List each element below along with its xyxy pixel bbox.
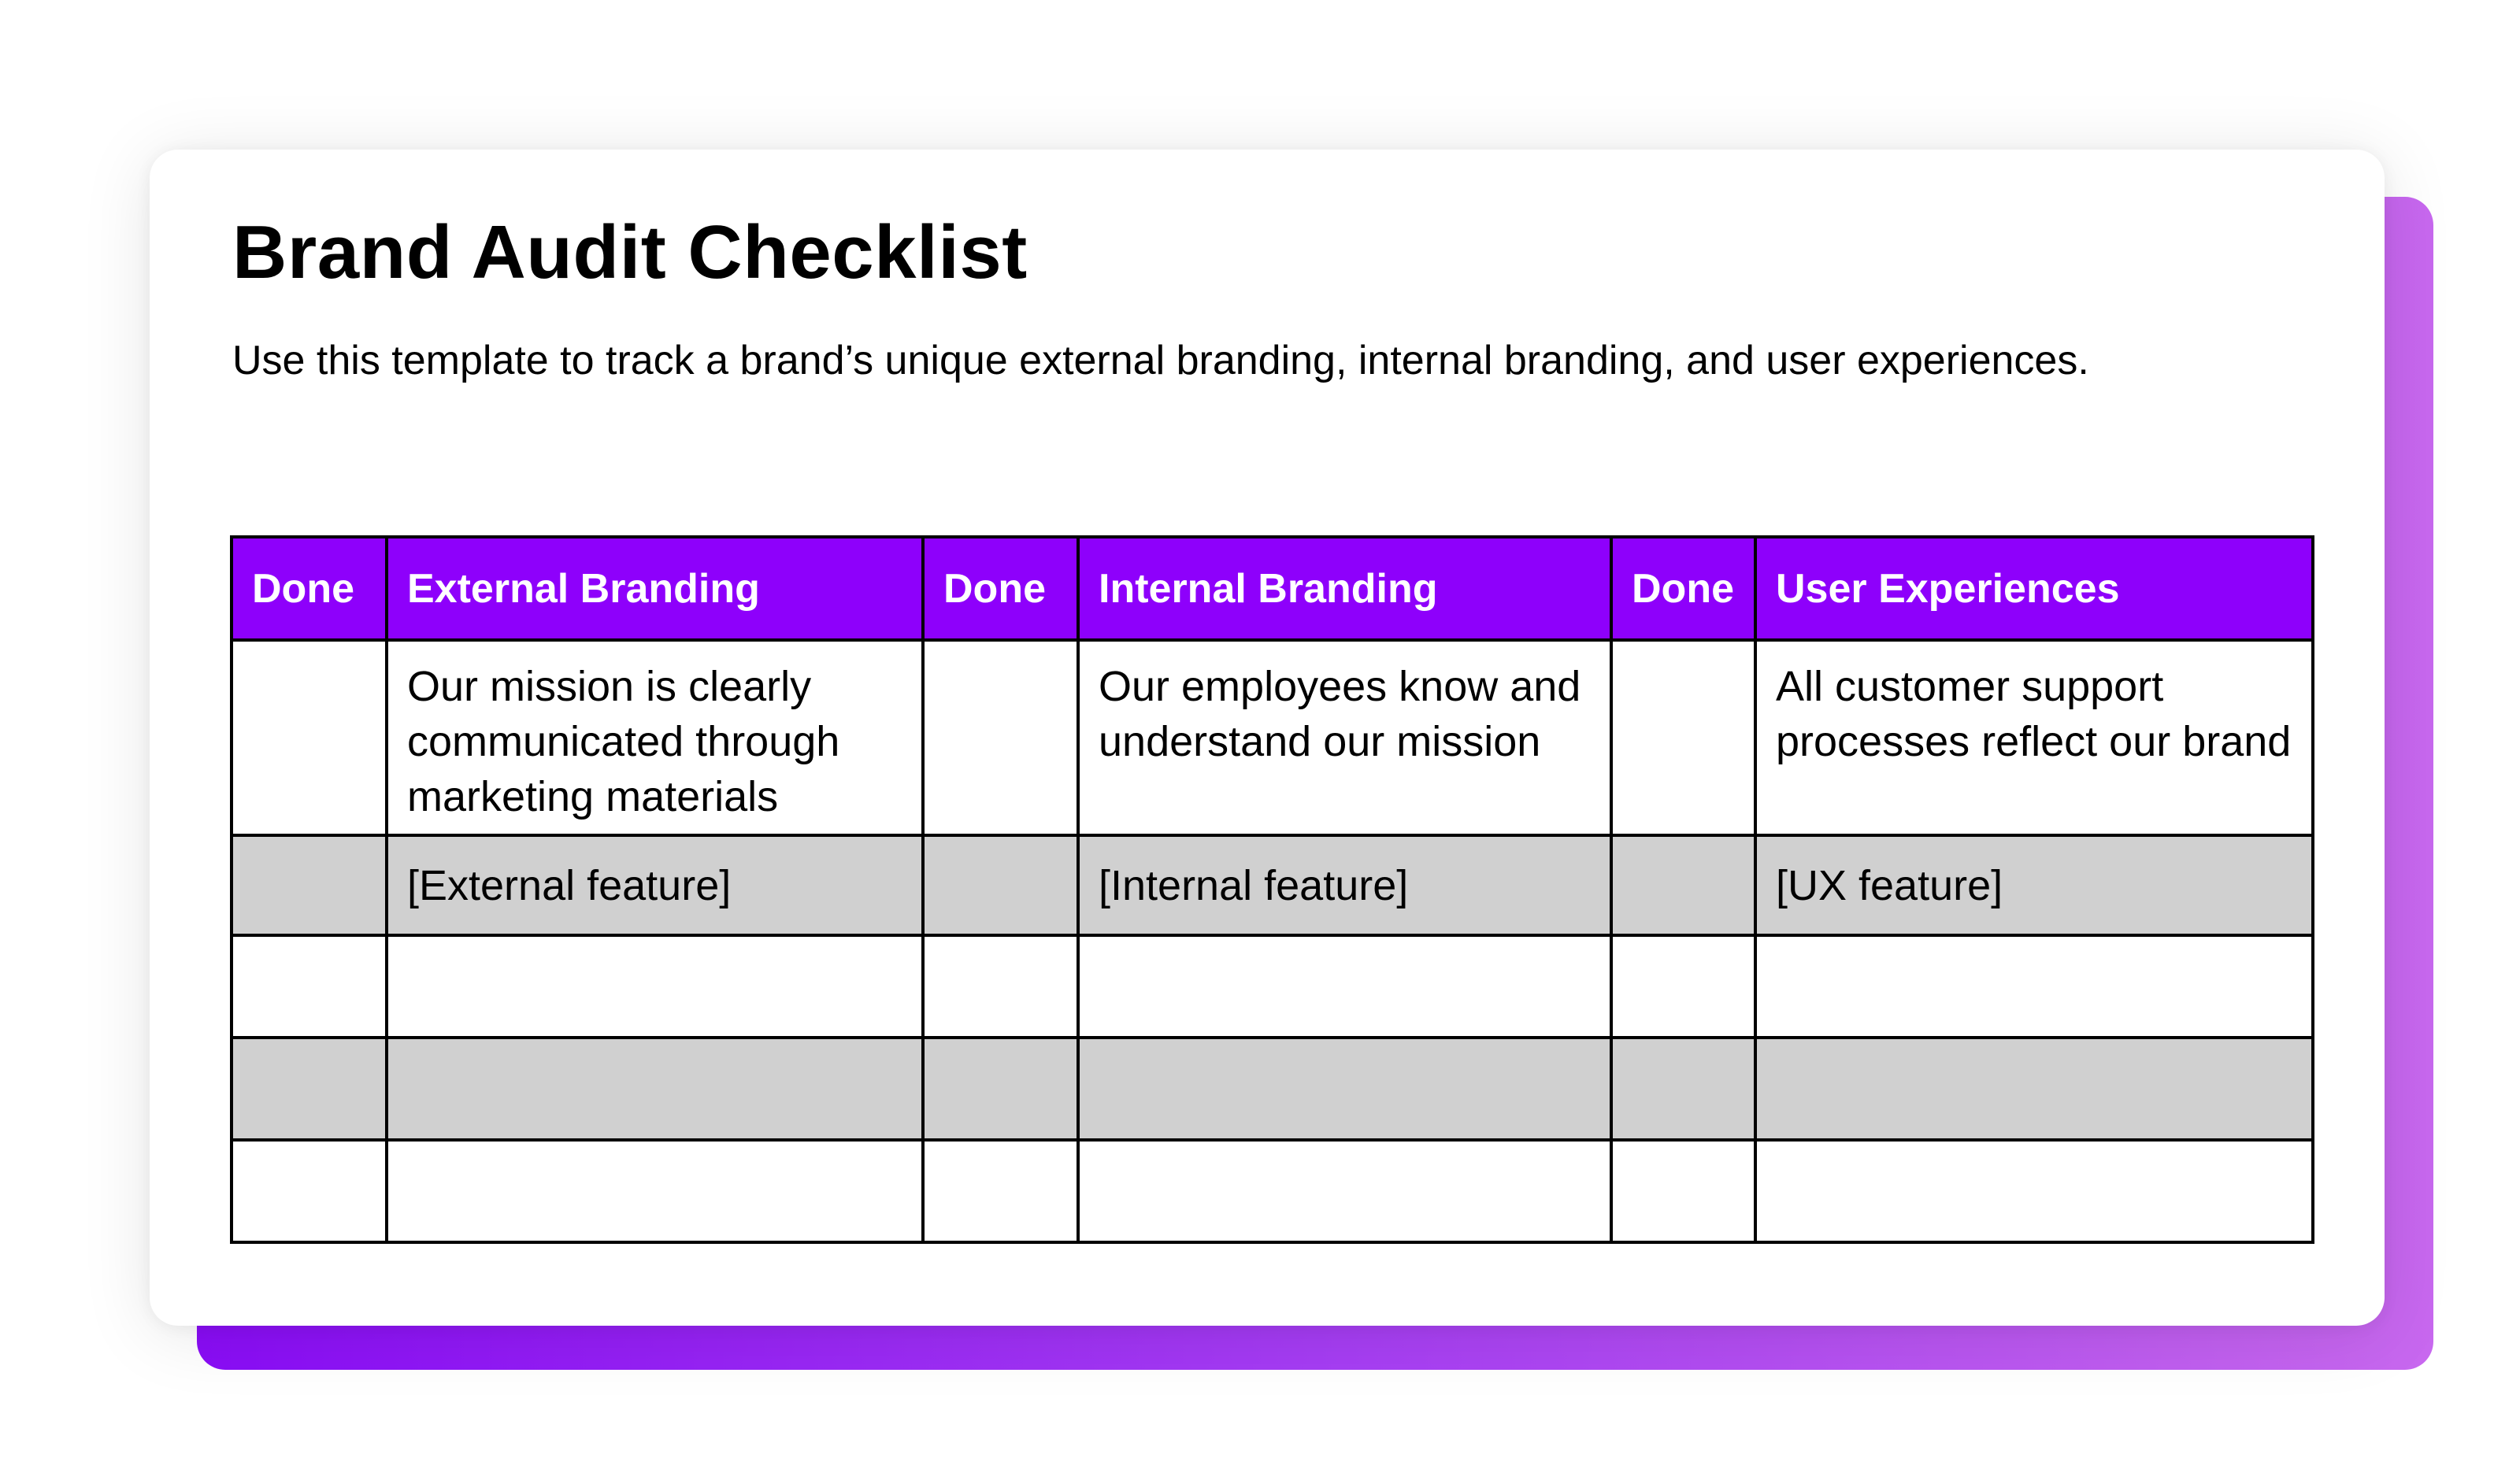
external-branding-cell[interactable]	[387, 1140, 923, 1242]
header-done-ux: Done	[1611, 537, 1755, 640]
internal-branding-cell[interactable]: [Internal feature]	[1078, 835, 1611, 935]
done-cell[interactable]	[232, 835, 387, 935]
internal-branding-cell[interactable]	[1078, 935, 1611, 1038]
done-cell[interactable]	[232, 1038, 387, 1140]
external-branding-cell[interactable]	[387, 1038, 923, 1140]
user-experiences-cell[interactable]: [UX feature]	[1755, 835, 2313, 935]
user-experiences-cell[interactable]	[1755, 935, 2313, 1038]
done-cell[interactable]	[923, 640, 1078, 835]
internal-branding-cell[interactable]: Our employees know and understand our mission	[1078, 640, 1611, 835]
user-experiences-cell[interactable]	[1755, 1140, 2313, 1242]
header-done-internal: Done	[923, 537, 1078, 640]
done-cell[interactable]	[1611, 640, 1755, 835]
done-cell[interactable]	[923, 935, 1078, 1038]
table-row	[232, 640, 2313, 835]
user-experiences-cell[interactable]: All customer support processes reflect our brand	[1755, 640, 2313, 835]
external-branding-cell[interactable]	[387, 935, 923, 1038]
table-row	[232, 1038, 2313, 1140]
internal-branding-cell[interactable]	[1078, 1140, 1611, 1242]
done-cell[interactable]	[923, 1038, 1078, 1140]
table-row	[232, 1140, 2313, 1242]
done-cell[interactable]	[1611, 835, 1755, 935]
brand-audit-table	[230, 535, 2314, 1244]
checklist-card	[150, 150, 2385, 1326]
header-user-experiences: User Experiences	[1755, 537, 2313, 640]
done-cell[interactable]	[232, 640, 387, 835]
done-cell[interactable]	[1611, 1140, 1755, 1242]
header-internal-branding: Internal Branding	[1078, 537, 1611, 640]
done-cell[interactable]	[1611, 1038, 1755, 1140]
done-cell[interactable]	[232, 935, 387, 1038]
external-branding-cell[interactable]: Our mission is clearly communicated through marketing materials	[387, 640, 923, 835]
header-external-branding: External Branding	[387, 537, 923, 640]
table-row	[232, 835, 2313, 935]
page-description: Use this template to track a brand’s unique external branding, internal branding, and user experiences.	[232, 338, 2089, 383]
user-experiences-cell[interactable]	[1755, 1038, 2313, 1140]
header-done-external: Done	[232, 537, 387, 640]
done-cell[interactable]	[1611, 935, 1755, 1038]
external-branding-cell[interactable]: [External feature]	[387, 835, 923, 935]
table-row	[232, 935, 2313, 1038]
done-cell[interactable]	[923, 1140, 1078, 1242]
table-header-row	[232, 537, 2313, 640]
done-cell[interactable]	[923, 835, 1078, 935]
done-cell[interactable]	[232, 1140, 387, 1242]
page-title: Brand Audit Checklist	[232, 210, 1028, 294]
internal-branding-cell[interactable]	[1078, 1038, 1611, 1140]
